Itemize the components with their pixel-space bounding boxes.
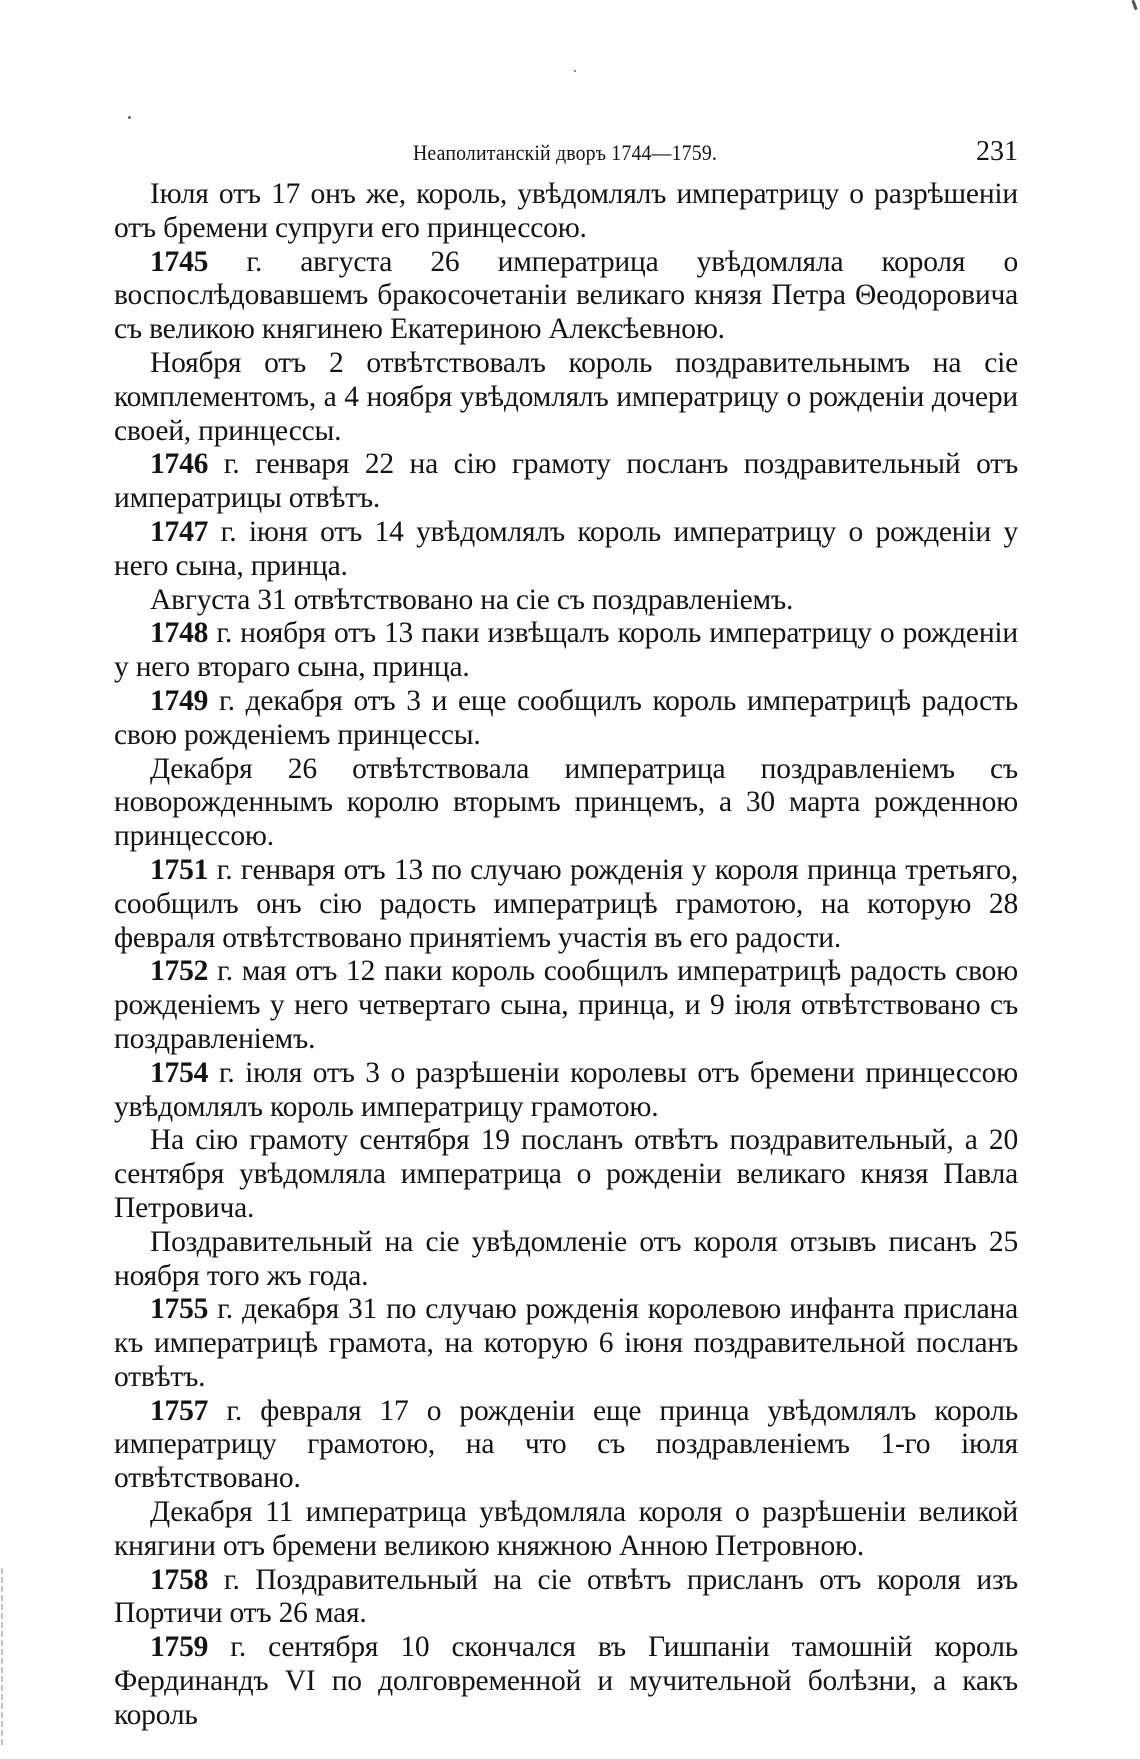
paragraph xyxy=(114,584,1018,618)
year-label: 1745 xyxy=(150,245,209,278)
year-label: 1748 xyxy=(150,617,209,650)
body-text xyxy=(114,178,1018,1733)
paragraph-text: г. Поздравительный на сіе отвѣтъ присланъ отъ короля изъ Портичи отъ 26 мая. xyxy=(114,1563,1018,1630)
paragraph-text: г. іюня отъ 14 увѣдомлялъ король императрицу о рожденіи у него сына, принца. xyxy=(114,515,1018,582)
paragraph xyxy=(114,955,1018,1056)
paragraph xyxy=(114,1564,1018,1632)
paragraph-text: Декабря 11 императрица увѣдомляла короля о разрѣшеніи великой княгини отъ бремени великою княжною Анною Петровною. xyxy=(114,1496,1018,1562)
paragraph-text: г. сентября 10 скончался въ Гишпаніи тамошній король Фердинандъ VI по долговременной и мучительной болѣзни, а какъ король xyxy=(114,1631,1018,1731)
paragraph xyxy=(114,753,1018,854)
paragraph-text: Іюля отъ 17 онъ же, король, увѣдомлялъ императрицу о разрѣшеніи отъ бремени супруги его принцессою. xyxy=(114,178,1018,244)
scan-mark xyxy=(1131,0,1137,10)
year-label: 1747 xyxy=(150,515,209,548)
paragraph xyxy=(114,1124,1018,1225)
paragraph-text: г. ноября отъ 13 паки извѣщалъ король императрицу о рожденіи у него втораго сына, принца. xyxy=(114,617,1018,684)
year-label: 1752 xyxy=(150,955,209,988)
paragraph-text: Декабря 26 отвѣтствовала императрица поздравленіемъ съ новорожденнымъ королю вторымъ принцемъ, а 30 марта рожденною принцессою. xyxy=(114,752,1018,853)
running-head xyxy=(112,136,1018,176)
year-label: 1751 xyxy=(150,853,209,886)
paragraph xyxy=(114,516,1018,584)
page-number: 231 xyxy=(976,136,1018,167)
paragraph-text: Ноября отъ 2 отвѣтствовалъ король поздравительнымъ на сіе комплементомъ, а 4 ноября увѣдомлялъ императрицу о рожденіи дочери своей, принцессы. xyxy=(114,346,1018,447)
year-label: 1746 xyxy=(150,448,209,481)
paragraph xyxy=(114,1057,1018,1125)
paragraph xyxy=(114,617,1018,685)
paragraph-text: г. февраля 17 о рожденіи еще принца увѣдомлялъ король императрицу грамотою, на что съ поздравленіемъ 1-го іюля отвѣтствовано. xyxy=(114,1394,1018,1495)
year-label: 1759 xyxy=(150,1631,209,1664)
paragraph-text: г. генваря 22 на сію грамоту посланъ поздравительный отъ императрицы отвѣтъ. xyxy=(114,448,1018,515)
year-label: 1755 xyxy=(150,1293,209,1326)
paragraph-text: г. генваря отъ 13 по случаю рожденія у короля принца третьяго, сообщилъ онъ сію радость императрицѣ грамотою, на которую 28 февраля отвѣтствовано принятіемъ участія въ его радости. xyxy=(114,853,1018,954)
paragraph-text: Августа 31 отвѣтствовано на сіе съ поздравленіемъ. xyxy=(150,583,794,616)
scan-margin-line xyxy=(1,1568,3,1748)
paragraph xyxy=(114,178,1018,246)
paragraph xyxy=(114,1496,1018,1564)
paragraph-text: г. декабря 31 по случаю рожденія королевою инфанта прислана къ императрицѣ грамота, на которую 6 іюня поздравительной посланъ отвѣтъ. xyxy=(114,1293,1018,1393)
year-label: 1754 xyxy=(150,1056,209,1089)
paragraph-text: г. мая отъ 12 паки король сообщилъ императрицѣ радость свою рожденіемъ у него четвертаго сына, принца, и 9 іюля отвѣтствовано съ поздравленіемъ. xyxy=(114,955,1018,1055)
paragraph xyxy=(114,448,1018,516)
year-label: 1757 xyxy=(150,1394,209,1427)
paragraph xyxy=(114,1395,1018,1496)
paragraph xyxy=(114,1226,1018,1294)
paragraph-text: г. іюля отъ 3 о разрѣшеніи королевы отъ бремени принцессою увѣдомлялъ король императрицу грамотою. xyxy=(114,1056,1018,1123)
paragraph xyxy=(114,1631,1018,1732)
paragraph xyxy=(114,347,1018,448)
paragraph-text: Поздравительный на сіе увѣдомленіе отъ короля отзывъ писанъ 25 ноября того жъ года. xyxy=(114,1225,1018,1292)
paragraph xyxy=(114,685,1018,753)
year-label: 1758 xyxy=(150,1563,209,1596)
paragraph-text: г. августа 26 императрица увѣдомляла короля о воспослѣдовавшемъ бракосочетаніи великаго князя Петра Θеодоровича съ великою княгинею Екатериною Алексѣевною. xyxy=(114,245,1018,346)
scan-speck xyxy=(574,70,576,72)
paragraph xyxy=(114,246,1018,347)
scan-speck xyxy=(128,116,131,119)
paragraph-text: На сію грамоту сентября 19 посланъ отвѣтъ поздравительный, а 20 сентября увѣдомляла императрица о рожденіи великаго князя Павла Петровича. xyxy=(114,1124,1018,1224)
year-label: 1749 xyxy=(150,684,209,717)
paragraph-text: г. декабря отъ 3 и еще сообщилъ король императрицѣ радость свою рожденіемъ принцессы. xyxy=(114,684,1018,751)
running-title: Неаполитанскій дворъ 1744—1759. xyxy=(412,140,718,165)
paragraph xyxy=(114,1293,1018,1394)
paragraph xyxy=(114,854,1018,955)
